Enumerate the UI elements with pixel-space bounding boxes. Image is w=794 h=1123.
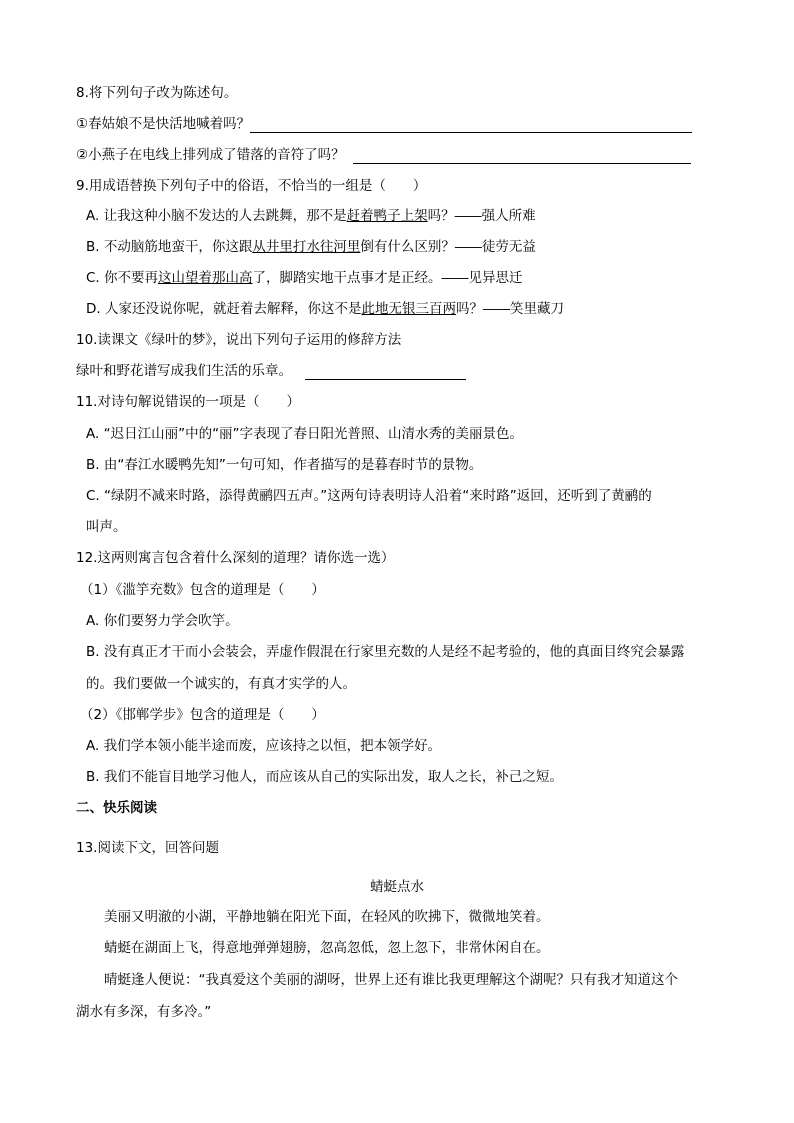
q11-option-b: B. 由“春江水暖鸭先知”一句可知，作者描写的是暮春时节的景物。 <box>86 457 483 473</box>
option-text: B. 不动脑筋地蛮干，你这跟 <box>86 239 253 255</box>
q12-part-2: （2）《邯郸学步》包含的道理是（ ） <box>80 707 325 723</box>
passage-paragraph-2: 蜻蜓在湖面上飞，得意地弹弹翅膀，忽高忽低，忽上忽下，非常休闲自在。 <box>104 940 550 956</box>
answer-blank-3[interactable] <box>305 365 466 380</box>
q8-item-1-text: ①春姑娘不是快活地喊着吗？ <box>76 116 251 132</box>
q11-option-c: C. “绿阴不减来时路，添得黄鹂四五声。”这两句诗表明诗人沿着“来时路”返回，还听到了黄鹂的 <box>86 488 652 504</box>
option-text: C. 你不要再 <box>86 270 159 286</box>
q10-sentence-text: 绿叶和野花谱写成我们生活的乐章。 <box>76 363 292 379</box>
passage-paragraph-1: 美丽又明澈的小湖，平静地躺在阳光下面，在轻风的吹拂下，微微地笑着。 <box>104 909 550 925</box>
passage-paragraph-3: 晴蜓逢人便说：“我真爱这个美丽的湖呀，世界上还有谁比我更理解这个湖呢？只有我才知道这个 <box>104 972 678 988</box>
q11-option-c-cont: 叫声。 <box>86 519 127 535</box>
option-text: D. 人家还没说你呢，就赶着去解释，你这不是 <box>86 301 362 317</box>
q8-item-2-text: ②小燕子在电线上排列成了错落的音符了吗？ <box>76 147 345 163</box>
passage-title: 蜻蜓点水 <box>370 879 424 895</box>
q8-title: 8.将下列句子改为陈述句。 <box>76 85 238 101</box>
q10-sentence <box>76 362 466 380</box>
q11-option-a: A. “迟日江山丽”中的“丽”字表现了春日阳光普照、山清水秀的美丽景色。 <box>86 426 524 442</box>
option-text: 倒有什么区别？――徒劳无益 <box>360 239 536 255</box>
q13-title: 13.阅读下文，回答问题 <box>76 840 219 856</box>
q8-item-1 <box>76 115 692 133</box>
q8-item-2 <box>76 146 691 164</box>
q9-option-c <box>86 269 523 287</box>
q12-part-1-option-b-cont: 的。我们要做一个诚实的，有真才实学的人。 <box>86 676 356 692</box>
option-text: A. 让我这种小脑不发达的人去跳舞，那不是 <box>86 208 347 224</box>
option-text: 吗？――强人所难 <box>427 208 536 224</box>
underlined-phrase: 从井里打水往河里 <box>252 239 361 255</box>
passage-paragraph-3-cont: 湖水有多深，有多冷。” <box>76 1004 212 1020</box>
q9-title: 9.用成语替换下列句子中的俗语，不恰当的一组是（ ） <box>76 178 427 194</box>
underlined-phrase: 此地无银三百两 <box>361 301 456 317</box>
q12-title: 12.这两则寓言包含着什么深刻的道理？请你选一选） <box>76 550 395 566</box>
q12-part-1: （1）《滥竽充数》包含的道理是（ ） <box>80 582 325 598</box>
q12-part-1-option-b: B. 没有真正才干而小会装会，弄虚作假混在行家里充数的人是经不起考验的，他的真面目终究会暴露 <box>86 644 685 660</box>
answer-blank-2[interactable] <box>353 149 691 164</box>
underlined-phrase: 赶着鸭子上架 <box>346 208 428 224</box>
q11-title: 11.对诗句解说错误的一项是（ ） <box>76 394 300 410</box>
q12-part-2-option-b: B. 我们不能盲目地学习他人，而应该从自己的实际出发，取人之长，补己之短。 <box>86 769 563 785</box>
underlined-phrase: 这山望着那山高 <box>158 270 253 286</box>
q10-title: 10.读课文《绿叶的梦》，说出下列句子运用的修辞方法 <box>76 332 402 348</box>
q12-part-2-option-a: A. 我们学本领小能半途而废，应该持之以恒，把本领学好。 <box>86 738 442 754</box>
option-text: 吗？――笑里藏刀 <box>455 301 564 317</box>
answer-blank-1[interactable] <box>250 118 692 133</box>
section-heading: 二、快乐阅读 <box>76 800 157 816</box>
q9-option-a <box>86 207 536 225</box>
option-text: 了，脚踏实地干点事才是正经。――见异思迁 <box>252 270 523 286</box>
q9-option-b <box>86 238 536 256</box>
q9-option-d <box>86 300 564 318</box>
q12-part-1-option-a: A. 你们要努力学会吹竽。 <box>86 613 239 629</box>
